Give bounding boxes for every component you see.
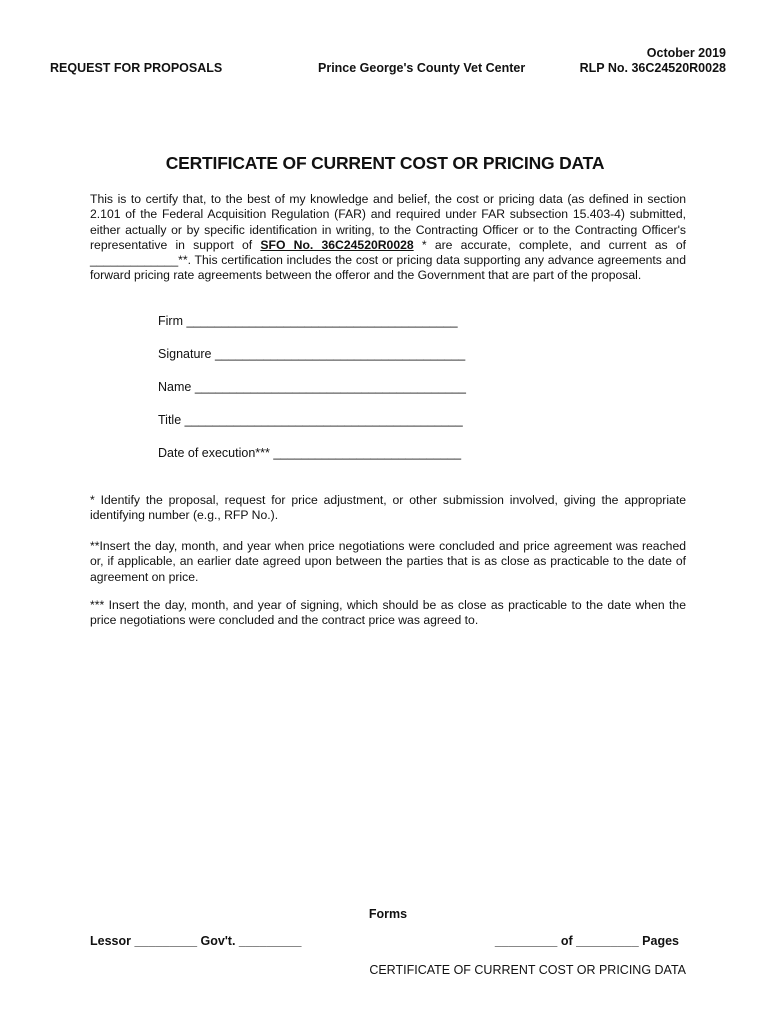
header-reference-block: [580, 46, 726, 76]
name-field[interactable]: Name _______________________________________: [158, 380, 466, 394]
firm-field[interactable]: Firm _______________________________________: [158, 314, 458, 328]
certification-text-end: * are accurate, complete, and current as of _____________**. This certification includes the cost or pricing data supporting any advance agreements and forward pricing rate agreements between the offeror and the Government that are part of the proposal.: [90, 237, 687, 283]
header-rlp-number: RLP No. 36C24520R0028: [579, 61, 726, 75]
certification-paragraph: [90, 192, 686, 284]
title-field[interactable]: Title ________________________________________: [158, 413, 463, 427]
footnote-single-asterisk: * Identify the proposal, request for price adjustment, or other submission involved, giving the appropriate identifying number (e.g., RFP No.).: [90, 493, 686, 523]
footer-forms-label: Forms: [368, 907, 408, 921]
certification-text-start: This is to certify that, to the best of my knowledge and belief, the cost or pricing data (as defined in section 2.101 of the Federal Acquisition Regulation (FAR) and required under FAR subsection 15.403-4) submitted, either actually or by specific identification in writing, to the Contracting Officer or to the Contracting Officer's representative in support of: [90, 192, 686, 252]
footer-page-count: _________ of _________ Pages: [494, 934, 679, 948]
footer-document-title: CERTIFICATE OF CURRENT COST OR PRICING DATA: [369, 963, 686, 977]
header-date: October 2019: [646, 46, 726, 60]
document-title: CERTIFICATE OF CURRENT COST OR PRICING DATA: [165, 153, 605, 173]
header-request-label: REQUEST FOR PROPOSALS: [50, 61, 223, 75]
footnote-double-asterisk: **Insert the day, month, and year when price negotiations were concluded and price agreement was reached or, if applicable, an earlier date agreed upon between the parties that is as close as practicable to the date of agreement on price.: [90, 539, 686, 584]
header-location-label: Prince George's County Vet Center: [318, 61, 526, 75]
footnote-triple-asterisk: *** Insert the day, month, and year of signing, which should be as close as practicable to the date when the price negotiations were concluded and the contract price was agreed to.: [90, 598, 686, 628]
footer-lessor-initials: Lessor _________ Gov't. _________: [90, 934, 302, 948]
sfo-number: SFO No. 36C24520R0028: [260, 237, 414, 252]
date-of-execution-field[interactable]: Date of execution*** ___________________________: [158, 446, 462, 460]
signature-field[interactable]: Signature ____________________________________: [158, 347, 466, 361]
